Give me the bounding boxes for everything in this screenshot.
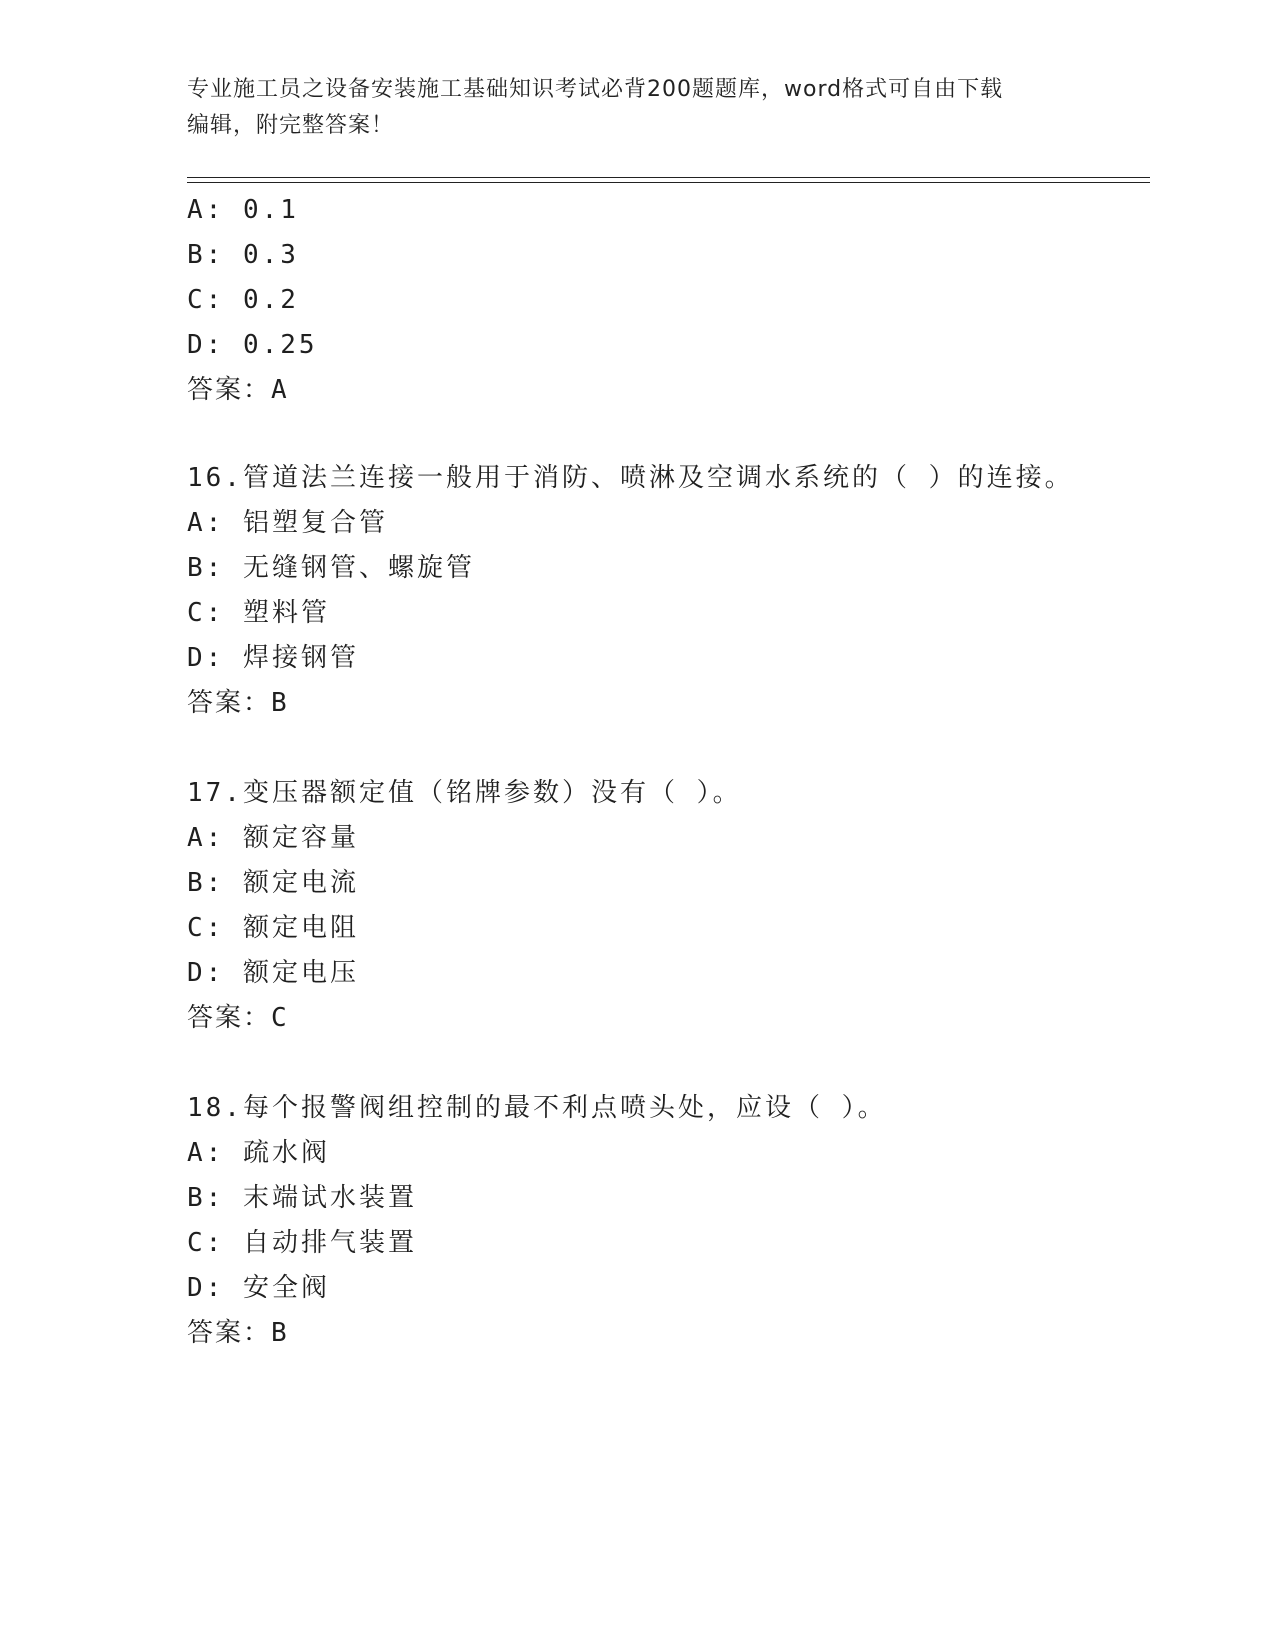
answer-label: 答案： [187, 375, 272, 405]
answer-label: 答案： [187, 1003, 272, 1033]
q17-option-c: C: 额定电阻 [187, 913, 359, 943]
q16-stem: 16.管道法兰连接一般用于消防、喷淋及空调水系统的（ ）的连接。 [187, 463, 1074, 493]
q15-answer [187, 372, 289, 408]
q16-option-b: B: 无缝钢管、螺旋管 [187, 553, 475, 583]
document-header [187, 72, 1067, 144]
header-line-1: 专业施工员之设备安装施工基础知识考试必背200题题库，word格式可自由下载 [187, 77, 1004, 102]
q15-option-d: D: 0.25 [187, 330, 318, 360]
answer-value: C [271, 1003, 289, 1033]
q17-answer [187, 1000, 289, 1036]
q18-option-a: A: 疏水阀 [187, 1138, 330, 1168]
answer-value: A [271, 375, 289, 405]
header-divider-bottom [187, 182, 1150, 183]
q16-answer [187, 685, 289, 721]
q18-stem: 18.每个报警阀组控制的最不利点喷头处，应设（ ）。 [187, 1093, 887, 1123]
answer-value: B [271, 1318, 289, 1348]
q17-option-b: B: 额定电流 [187, 868, 359, 898]
q15-option-a: A: 0.1 [187, 195, 299, 225]
q18-option-b: B: 末端试水装置 [187, 1183, 417, 1213]
header-line-2: 编辑，附完整答案！ [187, 113, 395, 138]
q16-option-c: C: 塑料管 [187, 598, 330, 628]
q18-option-d: D: 安全阀 [187, 1273, 330, 1303]
answer-label: 答案： [187, 688, 272, 718]
header-divider-top [187, 177, 1150, 178]
q17-option-a: A: 额定容量 [187, 823, 359, 853]
q17-stem: 17.变压器额定值（铭牌参数）没有（ ）。 [187, 778, 742, 808]
q18-answer [187, 1315, 289, 1351]
q16-option-d: D: 焊接钢管 [187, 643, 359, 673]
q15-option-c: C: 0.2 [187, 285, 299, 315]
q18-option-c: C: 自动排气装置 [187, 1228, 417, 1258]
answer-value: B [271, 688, 289, 718]
answer-label: 答案： [187, 1318, 272, 1348]
q15-option-b: B: 0.3 [187, 240, 299, 270]
q16-option-a: A: 铝塑复合管 [187, 508, 388, 538]
q17-option-d: D: 额定电压 [187, 958, 359, 988]
